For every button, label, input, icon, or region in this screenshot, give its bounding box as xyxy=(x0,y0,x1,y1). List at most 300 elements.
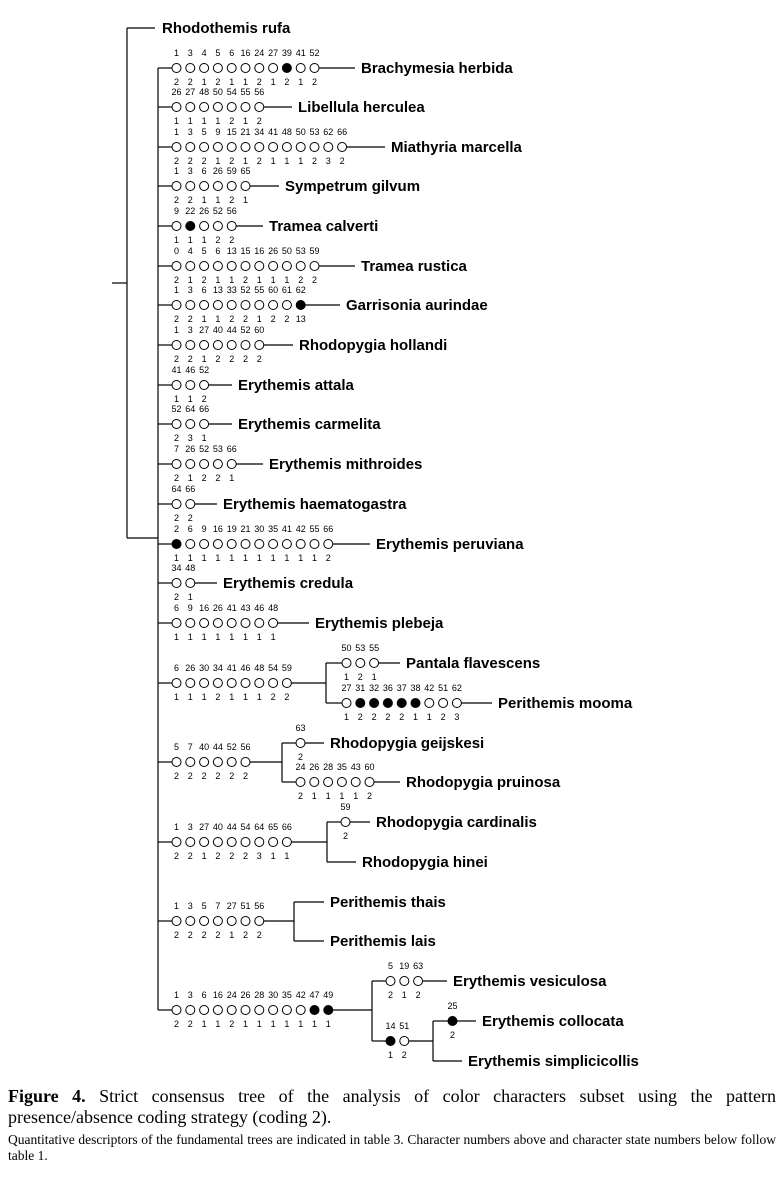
character-state-marker xyxy=(365,778,374,787)
state-number: 2 xyxy=(256,116,262,126)
character-state-marker xyxy=(241,619,250,628)
state-number: 1 xyxy=(256,275,262,285)
state-number: 1 xyxy=(284,851,290,861)
character-state-marker xyxy=(356,659,365,668)
state-number: 1 xyxy=(387,1050,394,1060)
state-number: 2 xyxy=(173,275,180,285)
state-number: 1 xyxy=(311,553,318,563)
character-number: 48 xyxy=(281,127,292,137)
character-number: 60 xyxy=(364,762,375,772)
state-number: 1 xyxy=(242,553,249,563)
character-number: 7 xyxy=(187,742,193,752)
character-number: 32 xyxy=(369,683,380,693)
state-number: 2 xyxy=(229,195,235,205)
state-number: 2 xyxy=(311,77,318,87)
character-number: 44 xyxy=(212,742,223,752)
character-state-marker xyxy=(282,64,291,73)
character-state-marker xyxy=(386,977,395,986)
state-number: 1 xyxy=(270,275,276,285)
state-number: 1 xyxy=(353,791,359,801)
character-number: 62 xyxy=(295,285,306,295)
character-state-marker xyxy=(310,1006,319,1015)
state-number: 2 xyxy=(201,156,207,166)
character-number: 6 xyxy=(201,285,207,295)
character-state-marker xyxy=(186,420,195,429)
state-number: 1 xyxy=(215,632,221,642)
character-number: 26 xyxy=(185,663,196,673)
character-state-marker xyxy=(200,420,209,429)
character-number: 52 xyxy=(199,444,210,454)
character-state-marker xyxy=(172,579,181,588)
figure-caption xyxy=(8,1086,776,1164)
character-state-marker xyxy=(241,679,250,688)
character-number: 3 xyxy=(187,166,193,176)
state-number: 1 xyxy=(270,553,276,563)
character-number: 60 xyxy=(254,325,265,335)
character-number: 37 xyxy=(396,683,407,693)
character-number: 52 xyxy=(240,325,251,335)
character-state-marker xyxy=(186,143,195,152)
character-number: 7 xyxy=(173,444,180,454)
taxon-label-simplicicollis: Erythemis simplicicollis xyxy=(468,1053,639,1070)
character-number: 0 xyxy=(173,246,180,256)
state-number: 2 xyxy=(173,851,180,861)
character-state-marker xyxy=(200,1006,209,1015)
character-state-marker xyxy=(296,64,305,73)
character-state-marker xyxy=(227,182,236,191)
character-state-marker xyxy=(213,460,222,469)
character-number: 63 xyxy=(295,723,306,733)
character-state-marker xyxy=(356,699,365,708)
state-number: 2 xyxy=(187,156,193,166)
character-state-marker xyxy=(186,540,195,549)
character-state-marker xyxy=(200,143,209,152)
character-number: 30 xyxy=(199,663,210,673)
character-number: 59 xyxy=(281,663,292,673)
state-number: 3 xyxy=(454,712,460,722)
state-number: 1 xyxy=(173,632,180,642)
state-number: 1 xyxy=(229,275,235,285)
state-number: 1 xyxy=(173,235,180,245)
state-number: 1 xyxy=(229,692,235,702)
state-number: 2 xyxy=(215,930,221,940)
character-number: 1 xyxy=(173,285,180,295)
state-number: 1 xyxy=(187,275,193,285)
character-number: 27 xyxy=(185,87,196,97)
character-number: 24 xyxy=(226,990,237,1000)
character-number: 41 xyxy=(295,48,306,58)
character-number: 55 xyxy=(369,643,380,653)
state-number: 2 xyxy=(187,1019,193,1029)
character-number: 27 xyxy=(341,683,352,693)
character-number: 55 xyxy=(240,87,251,97)
state-number: 1 xyxy=(298,77,304,87)
character-state-marker xyxy=(310,778,319,787)
character-number: 41 xyxy=(281,524,292,534)
state-number: 1 xyxy=(215,116,221,126)
character-state-marker xyxy=(172,1006,181,1015)
character-state-marker xyxy=(186,758,195,767)
character-state-marker xyxy=(324,778,333,787)
character-state-marker xyxy=(200,64,209,73)
character-number: 40 xyxy=(199,742,210,752)
character-state-marker xyxy=(227,143,236,152)
character-state-marker xyxy=(186,1006,195,1015)
character-number: 1 xyxy=(173,901,180,911)
state-number: 1 xyxy=(284,156,290,166)
character-state-marker xyxy=(241,917,250,926)
character-number: 46 xyxy=(185,365,196,375)
state-number: 1 xyxy=(201,553,207,563)
state-number: 1 xyxy=(201,692,207,702)
character-state-marker xyxy=(341,818,350,827)
state-number: 1 xyxy=(412,712,419,722)
character-number: 26 xyxy=(309,762,320,772)
taxon-label-mooma: Perithemis mooma xyxy=(498,695,633,712)
character-number: 3 xyxy=(187,901,193,911)
state-number: 3 xyxy=(256,851,262,861)
character-number: 26 xyxy=(171,87,182,97)
character-number: 55 xyxy=(254,285,265,295)
state-number: 2 xyxy=(215,771,221,781)
taxon-label-pruinosa: Rhodopygia pruinosa xyxy=(406,774,561,791)
state-number: 1 xyxy=(311,1019,318,1029)
state-number: 1 xyxy=(187,116,193,126)
character-state-marker xyxy=(282,143,291,152)
character-state-marker xyxy=(227,262,236,271)
character-number: 26 xyxy=(212,166,223,176)
character-number: 39 xyxy=(281,48,292,58)
character-state-marker xyxy=(342,699,351,708)
character-state-marker xyxy=(172,222,181,231)
character-number: 62 xyxy=(451,683,462,693)
character-state-marker xyxy=(241,182,250,191)
character-state-marker xyxy=(186,579,195,588)
character-number: 52 xyxy=(240,285,251,295)
character-state-marker xyxy=(386,1037,395,1046)
character-state-marker xyxy=(255,917,264,926)
character-number: 44 xyxy=(226,822,237,832)
character-state-marker xyxy=(213,64,222,73)
state-number: 1 xyxy=(343,672,350,682)
character-state-marker xyxy=(400,977,409,986)
character-state-marker xyxy=(241,1006,250,1015)
state-number: 1 xyxy=(401,990,407,1000)
state-number: 2 xyxy=(242,354,249,364)
character-number: 6 xyxy=(173,603,180,613)
state-number: 1 xyxy=(325,791,331,801)
state-number: 1 xyxy=(215,195,221,205)
state-number: 1 xyxy=(173,116,180,126)
character-number: 15 xyxy=(240,246,251,256)
character-state-marker xyxy=(255,1006,264,1015)
character-number: 16 xyxy=(254,246,265,256)
character-state-marker xyxy=(310,64,319,73)
character-number: 66 xyxy=(323,524,334,534)
character-number: 59 xyxy=(309,246,320,256)
character-state-marker xyxy=(255,341,264,350)
character-number: 1 xyxy=(173,48,180,58)
state-number: 2 xyxy=(173,77,180,87)
character-state-marker xyxy=(269,838,278,847)
state-number: 1 xyxy=(325,1019,331,1029)
character-number: 66 xyxy=(337,127,348,137)
character-number: 52 xyxy=(199,365,210,375)
state-number: 2 xyxy=(311,275,318,285)
character-number: 42 xyxy=(424,683,435,693)
character-state-marker xyxy=(255,838,264,847)
character-number: 54 xyxy=(268,663,279,673)
character-number: 62 xyxy=(323,127,334,137)
state-number: 2 xyxy=(173,473,180,483)
state-number: 2 xyxy=(215,235,221,245)
character-state-marker xyxy=(186,103,195,112)
character-number: 3 xyxy=(187,127,193,137)
character-state-marker xyxy=(324,540,333,549)
state-number: 2 xyxy=(357,712,363,722)
state-number: 2 xyxy=(256,354,262,364)
character-state-marker xyxy=(296,1006,305,1015)
character-state-marker xyxy=(296,301,305,310)
character-number: 41 xyxy=(171,365,182,375)
character-state-marker xyxy=(324,143,333,152)
character-number: 35 xyxy=(336,762,347,772)
state-number: 2 xyxy=(215,354,221,364)
character-state-marker xyxy=(200,917,209,926)
character-state-marker xyxy=(213,103,222,112)
character-state-marker xyxy=(227,540,236,549)
character-state-marker xyxy=(213,619,222,628)
character-number: 26 xyxy=(212,603,223,613)
character-number: 26 xyxy=(240,990,251,1000)
character-state-marker xyxy=(172,540,181,549)
state-number: 2 xyxy=(415,990,421,1000)
character-state-marker xyxy=(186,222,195,231)
character-state-marker xyxy=(186,262,195,271)
character-state-marker xyxy=(200,182,209,191)
character-state-marker xyxy=(227,619,236,628)
state-number: 2 xyxy=(187,77,193,87)
character-state-marker xyxy=(200,341,209,350)
character-state-marker xyxy=(255,103,264,112)
state-number: 1 xyxy=(201,314,207,324)
state-number: 2 xyxy=(229,354,235,364)
state-number: 2 xyxy=(242,930,249,940)
character-state-marker xyxy=(255,619,264,628)
state-number: 1 xyxy=(270,77,276,87)
character-state-marker xyxy=(172,838,181,847)
taxon-label-aurindae: Garrisonia aurindae xyxy=(346,297,488,314)
state-number: 1 xyxy=(298,553,304,563)
character-state-marker xyxy=(241,103,250,112)
character-state-marker xyxy=(200,381,209,390)
character-number: 66 xyxy=(226,444,237,454)
character-number: 59 xyxy=(340,802,351,812)
character-number: 56 xyxy=(254,901,265,911)
character-number: 53 xyxy=(309,127,320,137)
state-number: 1 xyxy=(256,1019,262,1029)
taxon-label-hinei: Rhodopygia hinei xyxy=(362,854,488,871)
state-number: 1 xyxy=(256,553,262,563)
character-state-marker xyxy=(269,143,278,152)
state-number: 3 xyxy=(325,156,331,166)
state-number: 2 xyxy=(270,692,276,702)
state-number: 1 xyxy=(201,77,207,87)
state-number: 2 xyxy=(385,712,391,722)
state-number: 1 xyxy=(242,116,249,126)
taxon-label-carmelita: Erythemis carmelita xyxy=(238,416,381,433)
character-state-marker xyxy=(213,143,222,152)
taxon-label-plebeja: Erythemis plebeja xyxy=(315,615,444,632)
state-number: 2 xyxy=(339,156,345,166)
state-number: 2 xyxy=(297,791,304,801)
character-number: 64 xyxy=(254,822,265,832)
state-number: 2 xyxy=(187,314,193,324)
state-number: 2 xyxy=(201,930,207,940)
character-state-marker xyxy=(241,64,250,73)
character-number: 15 xyxy=(226,127,237,137)
character-number: 61 xyxy=(281,285,292,295)
taxon-label-flavescens: Pantala flavescens xyxy=(406,655,541,672)
state-number: 2 xyxy=(229,116,235,126)
character-number: 51 xyxy=(438,683,449,693)
character-number: 52 xyxy=(226,742,237,752)
character-state-marker xyxy=(213,758,222,767)
state-number: 2 xyxy=(201,275,207,285)
character-number: 6 xyxy=(201,166,207,176)
state-number: 1 xyxy=(201,851,207,861)
character-number: 28 xyxy=(323,762,334,772)
state-number: 1 xyxy=(215,156,221,166)
character-state-marker xyxy=(200,758,209,767)
state-number: 2 xyxy=(173,156,180,166)
character-state-marker xyxy=(282,1006,291,1015)
state-number: 1 xyxy=(201,354,207,364)
character-number: 54 xyxy=(226,87,237,97)
character-number: 1 xyxy=(173,325,180,335)
state-number: 2 xyxy=(173,433,180,443)
state-number: 1 xyxy=(242,195,249,205)
character-state-marker xyxy=(269,540,278,549)
character-state-marker xyxy=(186,182,195,191)
state-number: 1 xyxy=(284,1019,290,1029)
state-number: 1 xyxy=(270,851,276,861)
character-state-marker xyxy=(172,917,181,926)
state-number: 2 xyxy=(284,77,290,87)
character-state-marker xyxy=(383,699,392,708)
character-number: 3 xyxy=(187,285,193,295)
taxon-label-geijskesi: Rhodopygia geijskesi xyxy=(330,735,485,752)
state-number: 2 xyxy=(297,752,304,762)
state-number: 1 xyxy=(229,77,235,87)
character-state-marker xyxy=(200,301,209,310)
character-state-marker xyxy=(342,659,351,668)
state-number: 1 xyxy=(242,1019,249,1029)
character-state-marker xyxy=(186,460,195,469)
taxon-label-gilvum: Sympetrum gilvum xyxy=(285,178,421,195)
state-number: 2 xyxy=(201,771,207,781)
character-state-marker xyxy=(186,301,195,310)
character-state-marker xyxy=(310,262,319,271)
character-state-marker xyxy=(296,262,305,271)
state-number: 2 xyxy=(173,1019,180,1029)
character-number: 56 xyxy=(254,87,265,97)
character-number: 21 xyxy=(240,524,251,534)
character-state-marker xyxy=(439,699,448,708)
character-state-marker xyxy=(227,222,236,231)
state-number: 2 xyxy=(187,771,193,781)
character-state-marker xyxy=(227,103,236,112)
character-state-marker xyxy=(213,679,222,688)
character-number: 34 xyxy=(254,127,265,137)
state-number: 2 xyxy=(173,592,180,602)
character-state-marker xyxy=(227,301,236,310)
state-number: 2 xyxy=(270,314,276,324)
taxon-label-mithroides: Erythemis mithroides xyxy=(269,456,423,473)
character-number: 30 xyxy=(268,990,279,1000)
state-number: 2 xyxy=(187,195,193,205)
character-state-marker xyxy=(282,540,291,549)
state-number: 2 xyxy=(229,851,235,861)
character-state-marker xyxy=(370,659,379,668)
character-number: 5 xyxy=(201,246,207,256)
character-state-marker xyxy=(172,420,181,429)
state-number: 1 xyxy=(242,77,249,87)
character-state-marker xyxy=(186,64,195,73)
state-number: 1 xyxy=(343,712,350,722)
state-number: 1 xyxy=(187,473,193,483)
state-number: 1 xyxy=(215,1019,221,1029)
state-number: 2 xyxy=(173,930,180,940)
character-number: 49 xyxy=(323,990,334,1000)
character-number: 50 xyxy=(281,246,292,256)
character-state-marker xyxy=(324,1006,333,1015)
character-state-marker xyxy=(172,381,181,390)
character-number: 36 xyxy=(382,683,393,693)
state-number: 1 xyxy=(298,156,304,166)
character-state-marker xyxy=(397,699,406,708)
state-number: 2 xyxy=(201,473,207,483)
character-state-marker xyxy=(213,838,222,847)
character-number: 21 xyxy=(240,127,251,137)
character-number: 46 xyxy=(254,603,265,613)
character-state-marker xyxy=(227,838,236,847)
character-number: 40 xyxy=(212,822,223,832)
character-number: 1 xyxy=(173,166,180,176)
character-number: 63 xyxy=(413,961,424,971)
state-number: 2 xyxy=(173,771,180,781)
state-number: 2 xyxy=(187,354,193,364)
caption-main xyxy=(8,1086,776,1128)
character-state-marker xyxy=(255,262,264,271)
character-state-marker xyxy=(269,679,278,688)
character-number: 9 xyxy=(201,524,207,534)
character-state-marker xyxy=(282,262,291,271)
character-state-marker xyxy=(172,182,181,191)
state-number: 1 xyxy=(187,235,193,245)
state-number: 1 xyxy=(173,692,180,702)
character-number: 14 xyxy=(385,1021,396,1031)
state-number: 1 xyxy=(187,394,193,404)
character-state-marker xyxy=(296,739,305,748)
taxon-label-herbida: Brachymesia herbida xyxy=(361,60,513,77)
state-number: 2 xyxy=(173,195,180,205)
character-state-marker xyxy=(448,1017,457,1026)
character-state-marker xyxy=(172,103,181,112)
character-state-marker xyxy=(400,1037,409,1046)
character-state-marker xyxy=(370,699,379,708)
character-number: 4 xyxy=(187,246,193,256)
